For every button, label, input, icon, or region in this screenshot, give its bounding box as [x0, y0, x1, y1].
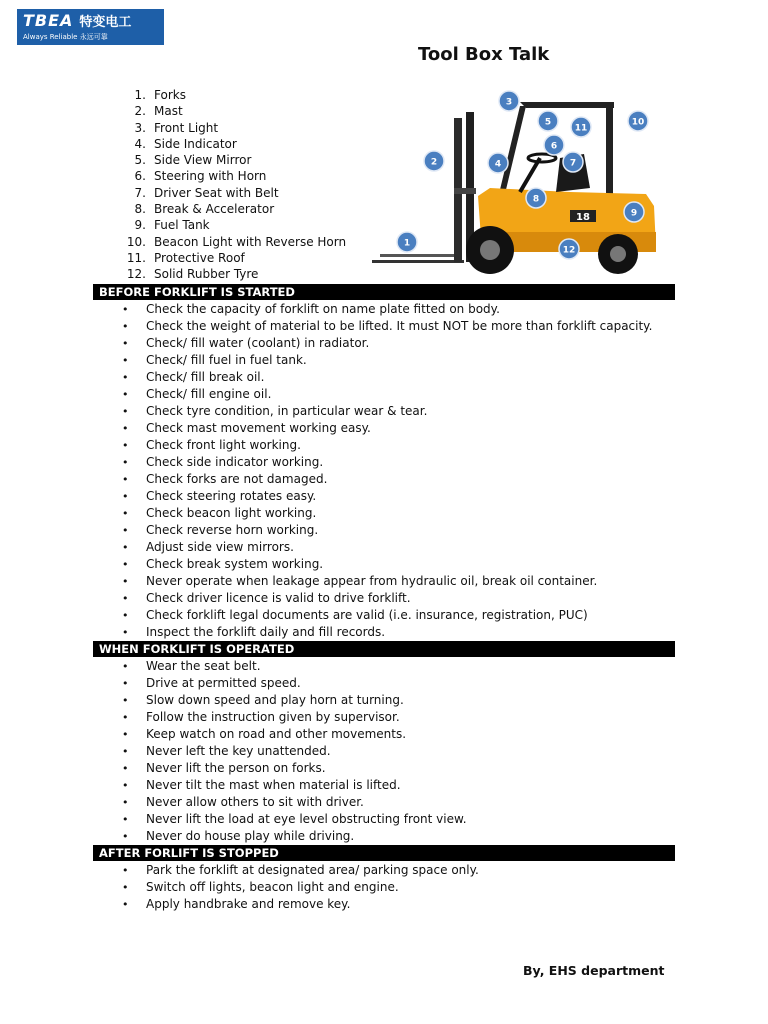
company-logo [17, 9, 164, 45]
checklist-item [118, 692, 467, 709]
part-label: Mast [154, 104, 183, 119]
part-item [118, 250, 346, 266]
bullet-icon: • [122, 371, 129, 384]
svg-text:3: 3 [505, 97, 513, 108]
roof-post-front [498, 106, 526, 198]
checklist-item-text: Keep watch on road and other movements. [146, 727, 407, 741]
logo-brand: TBEA 特变电工 [23, 11, 132, 30]
checklist [118, 658, 467, 845]
bullet-icon: • [122, 677, 129, 690]
checklist-item-text: Follow the instruction given by supervisor. [146, 710, 400, 724]
checklist-item-text: Check the weight of material to be lifted. It must NOT be more than forklift capacity. [146, 319, 653, 333]
part-number: 2. [134, 104, 146, 119]
bullet-icon: • [122, 813, 129, 826]
part-item [118, 152, 346, 168]
checklist-item-text: Switch off lights, beacon light and engine. [146, 880, 399, 894]
bullet-icon: • [122, 728, 129, 741]
callout-10 [628, 111, 648, 131]
checklist-item [118, 505, 652, 522]
svg-text:1: 1 [403, 238, 411, 249]
checklist-item [118, 828, 467, 845]
svg-text:9: 9 [630, 208, 638, 219]
checklist-item [118, 352, 652, 369]
bullet-icon: • [122, 354, 129, 367]
bullet-icon: • [122, 388, 129, 401]
checklist-item-text: Check/ fill break oil. [146, 370, 265, 384]
checklist-item-text: Check the capacity of forklift on name plate fitted on body. [146, 302, 500, 316]
bullet-icon: • [122, 779, 129, 792]
checklist-item-text: Check break system working. [146, 557, 324, 571]
svg-text:6: 6 [550, 141, 558, 152]
bullet-icon: • [122, 745, 129, 758]
callout-4 [488, 153, 508, 173]
checklist-item-text: Inspect the forklift daily and fill records. [146, 625, 386, 639]
checklist-item [118, 811, 467, 828]
forklift-diagram [370, 88, 660, 280]
part-number: 3. [134, 120, 146, 135]
checklist-item-text: Check front light working. [146, 438, 301, 452]
checklist-item-text: Never do house play while driving. [146, 829, 355, 843]
bullet-icon: • [122, 507, 129, 520]
part-label: Steering with Horn [154, 169, 267, 184]
model-label: 18 [576, 212, 590, 223]
bullet-icon: • [122, 881, 129, 894]
checklist-item-text: Never tilt the mast when material is lifted. [146, 778, 401, 792]
callout-8 [526, 188, 546, 208]
checklist-item-text: Check steering rotates easy. [146, 489, 317, 503]
section-heading: WHEN FORKLIFT IS OPERATED [93, 641, 675, 657]
part-item [118, 266, 346, 282]
part-label: Solid Rubber Tyre [154, 267, 259, 282]
checklist-item-text: Park the forklift at designated area/ parking space only. [146, 863, 479, 877]
svg-text:2: 2 [430, 157, 438, 168]
bullet-icon: • [122, 490, 129, 503]
checklist-item-text: Check reverse horn working. [146, 523, 319, 537]
callout-3 [499, 91, 519, 111]
logo-tagline: Always Reliable 永远可靠 [23, 33, 108, 41]
bullet-icon: • [122, 609, 129, 622]
checklist-item-text: Check/ fill fuel in fuel tank. [146, 353, 307, 367]
callout-9 [624, 202, 644, 222]
checklist-item [118, 471, 652, 488]
checklist-item [118, 675, 467, 692]
part-number: 9. [134, 218, 146, 233]
checklist-item [118, 726, 467, 743]
checklist-item-text: Check driver licence is valid to drive forklift. [146, 591, 411, 605]
part-number: 8. [134, 202, 146, 217]
checklist-item [118, 403, 652, 420]
checklist-item [118, 318, 652, 335]
checklist-item-text: Never allow others to sit with driver. [146, 795, 364, 809]
checklist-item [118, 573, 652, 590]
checklist-item [118, 556, 652, 573]
section-heading: AFTER FORLIFT IS STOPPED [93, 845, 675, 861]
bullet-icon: • [122, 830, 129, 843]
bullet-icon: • [122, 694, 129, 707]
checklist-item [118, 743, 467, 760]
checklist-item-text: Apply handbrake and remove key. [146, 897, 351, 911]
checklist [118, 301, 652, 641]
checklist-item-text: Never left the key unattended. [146, 744, 331, 758]
bullet-icon: • [122, 558, 129, 571]
checklist-item-text: Wear the seat belt. [146, 659, 261, 673]
checklist-item [118, 301, 652, 318]
part-label: Driver Seat with Belt [154, 185, 279, 200]
svg-text:11: 11 [574, 123, 588, 134]
bullet-icon: • [122, 439, 129, 452]
bullet-icon: • [122, 864, 129, 877]
checklist-item [118, 879, 479, 896]
bullet-icon: • [122, 337, 129, 350]
part-number: 11. [126, 250, 146, 265]
checklist-item-text: Slow down speed and play horn at turning. [146, 693, 404, 707]
roof-shape [520, 102, 614, 108]
bullet-icon: • [122, 592, 129, 605]
bullet-icon: • [122, 405, 129, 418]
part-item [118, 234, 346, 250]
checklist-item-text: Drive at permitted speed. [146, 676, 301, 690]
section-heading: BEFORE FORKLIFT IS STARTED [93, 284, 675, 300]
bullet-icon: • [122, 422, 129, 435]
page-title: Tool Box Talk [418, 44, 550, 65]
part-number: 5. [134, 153, 146, 168]
parts-list [118, 87, 346, 283]
callout-7 [563, 152, 583, 172]
part-number: 6. [134, 169, 146, 184]
checklist-item-text: Check tyre condition, in particular wear & tear. [146, 404, 428, 418]
forks-shape-rear [380, 254, 460, 257]
callout-2 [424, 151, 444, 171]
bullet-icon: • [122, 303, 129, 316]
part-number: 1. [134, 88, 146, 102]
signature: By, EHS department [523, 963, 665, 978]
checklist-item-text: Check beacon light working. [146, 506, 317, 520]
part-item [118, 136, 346, 152]
part-label: Side View Mirror [154, 153, 252, 168]
checklist-item [118, 658, 467, 675]
checklist-item [118, 777, 467, 794]
bullet-icon: • [122, 796, 129, 809]
bullet-icon: • [122, 541, 129, 554]
bullet-icon: • [122, 762, 129, 775]
checklist-item [118, 454, 652, 471]
part-label: Beacon Light with Reverse Horn [154, 234, 347, 249]
part-label: Break & Accelerator [154, 202, 275, 217]
checklist-item [118, 437, 652, 454]
checklist-item [118, 709, 467, 726]
checklist-item [118, 607, 652, 624]
checklist-item-text: Check forks are not damaged. [146, 472, 328, 486]
checklist-item [118, 522, 652, 539]
svg-text:8: 8 [532, 194, 540, 205]
checklist-item-text: Check side indicator working. [146, 455, 324, 469]
checklist-item [118, 896, 479, 913]
checklist-item-text: Adjust side view mirrors. [146, 540, 294, 554]
bullet-icon: • [122, 575, 129, 588]
part-number: 4. [134, 136, 146, 151]
checklist-item-text: Check/ fill water (coolant) in radiator. [146, 336, 370, 350]
bullet-icon: • [122, 320, 129, 333]
bullet-icon: • [122, 711, 129, 724]
part-label: Forks [154, 88, 186, 102]
callout-11 [571, 117, 591, 137]
part-label: Fuel Tank [154, 218, 210, 233]
checklist-item-text: Never lift the load at eye level obstructing front view. [146, 812, 467, 826]
forks-shape [372, 260, 464, 263]
svg-text:12: 12 [562, 245, 576, 256]
svg-text:4: 4 [494, 159, 502, 170]
checklist-item [118, 420, 652, 437]
part-number: 10. [126, 234, 146, 249]
checklist-item [118, 794, 467, 811]
checklist-item [118, 488, 652, 505]
checklist-item [118, 624, 652, 641]
bullet-icon: • [122, 473, 129, 486]
bullet-icon: • [122, 898, 129, 911]
svg-text:5: 5 [544, 117, 552, 128]
callout-12 [559, 239, 579, 259]
callout-6 [544, 135, 564, 155]
checklist-item-text: Never operate when leakage appear from hydraulic oil, break oil container. [146, 574, 598, 588]
part-item [118, 201, 346, 217]
checklist-item-text: Check mast movement working easy. [146, 421, 371, 435]
svg-text:7: 7 [569, 158, 577, 169]
bullet-icon: • [122, 456, 129, 469]
part-number: 12. [126, 267, 146, 282]
checklist-item [118, 760, 467, 777]
callout-5 [538, 111, 558, 131]
part-label: Protective Roof [154, 250, 245, 265]
svg-text:10: 10 [631, 117, 645, 128]
bullet-icon: • [122, 524, 129, 537]
checklist-item [118, 386, 652, 403]
checklist [118, 862, 479, 913]
part-item [118, 103, 346, 119]
part-item [118, 168, 346, 184]
bullet-icon: • [122, 660, 129, 673]
part-item [118, 185, 346, 201]
part-label: Side Indicator [154, 136, 237, 151]
part-item [118, 217, 346, 233]
part-item [118, 87, 346, 103]
checklist-item [118, 590, 652, 607]
checklist-item [118, 335, 652, 352]
bullet-icon: • [122, 626, 129, 639]
checklist-item-text: Check forklift legal documents are valid (i.e. insurance, registration, PUC) [146, 608, 588, 622]
roof-post-rear [606, 104, 613, 194]
part-item [118, 120, 346, 136]
checklist-item-text: Never lift the person on forks. [146, 761, 326, 775]
checklist-item [118, 862, 479, 879]
callout-1 [397, 232, 417, 252]
checklist-item [118, 369, 652, 386]
checklist-item-text: Check/ fill engine oil. [146, 387, 272, 401]
checklist-item [118, 539, 652, 556]
part-label: Front Light [154, 120, 219, 135]
part-number: 7. [134, 185, 146, 200]
